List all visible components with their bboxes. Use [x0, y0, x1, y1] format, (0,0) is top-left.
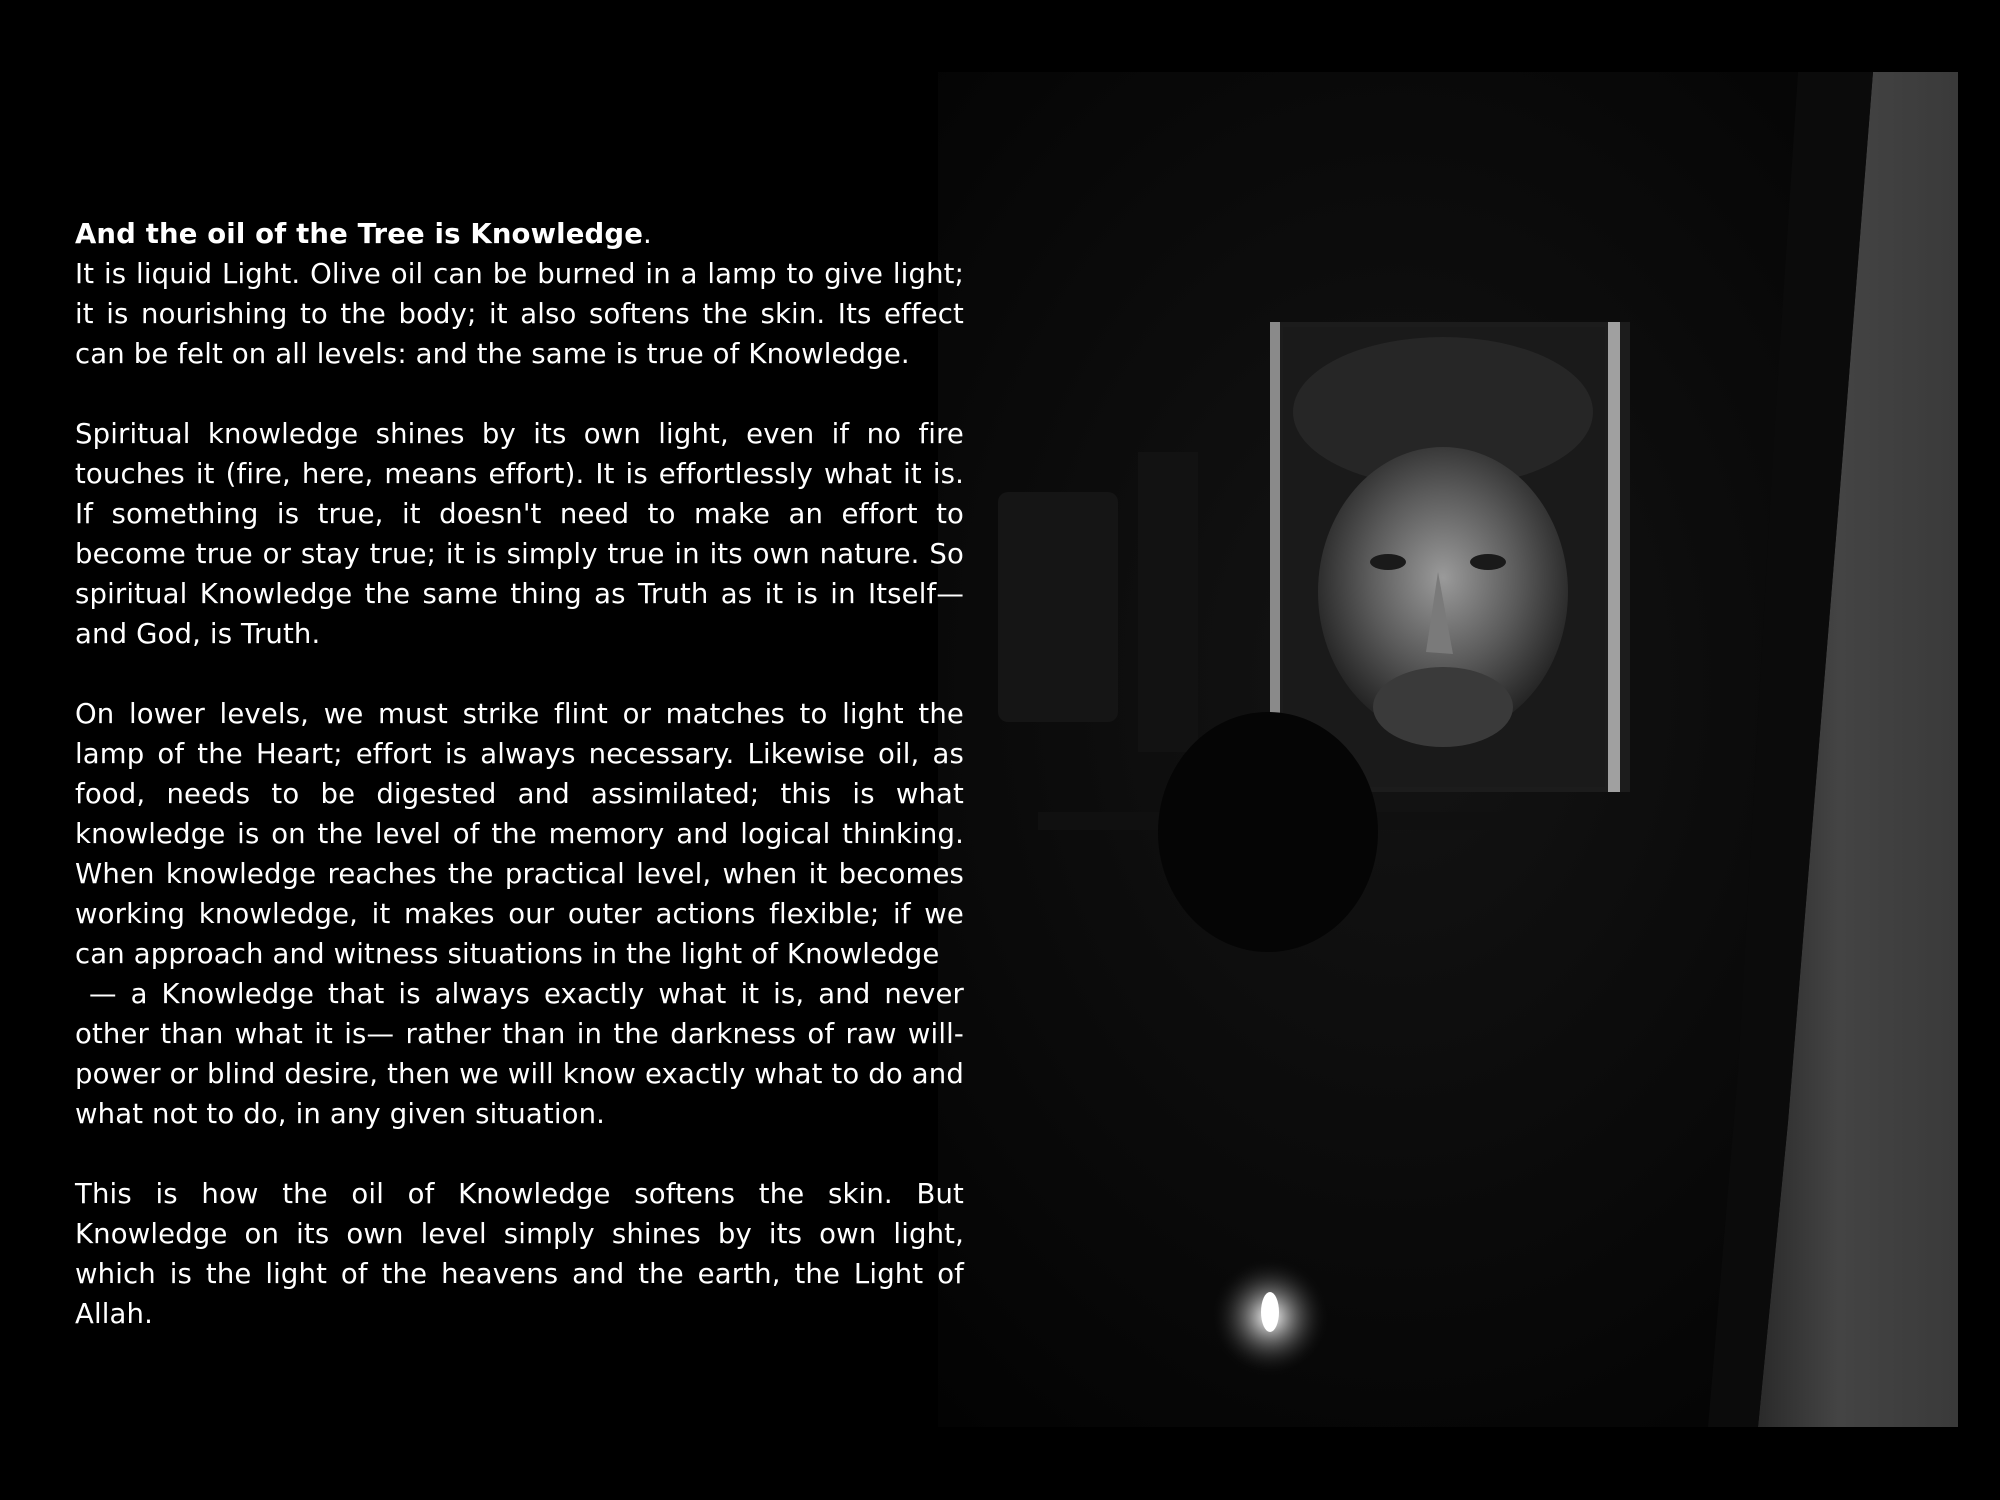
paragraph-3-continuation: — a Knowledge that is always exactly what it is, and never other than what it is— rather than in the darkness of raw will-power or blind desire, then we will know exactly what to do and what not to do, in any given situation. [75, 978, 964, 1130]
heading-line [75, 214, 964, 254]
paragraph-1-text: It is liquid Light. Olive oil can be burned in a lamp to give light; it is nourishing to the body; it also softens the skin. Its effect can be felt on all levels: and the same is true of Knowledge. [75, 258, 964, 370]
paragraph-2: Spiritual knowledge shines by its own light, even if no fire touches it (fire, here, means effort). It is effortlessly what it is. If something is true, it doesn't need to make an effort to become true or stay true; it is simply true in its own nature. So spiritual Knowledge the same thing as Truth as it is in Itself—and God, is Truth. [75, 418, 964, 650]
paragraph-3-text: On lower levels, we must strike flint or matches to light the lamp of the Heart; effort is always necessary. Likewise oil, as food, needs to be digested and assimilated; this is what knowledge is on the level of the memory and logical thinking. When knowledge reaches the practical level, when it becomes working knowledge, it makes our outer actions flexible; if we can approach and witness situations in the light of Knowledge [75, 698, 964, 970]
framed-portrait-with-candle-image [938, 72, 1958, 1427]
paragraph-1 [75, 214, 964, 374]
photograph [938, 72, 1958, 1427]
heading-period: . [643, 218, 652, 250]
paragraph-4: This is how the oil of Knowledge softens the skin. But Knowledge on its own level simply shines by its own light, which is the light of the heavens and the earth, the Light of Allah. [75, 1178, 964, 1330]
paragraph-3 [75, 694, 964, 974]
heading-bold: And the oil of the Tree is Knowledge [75, 218, 643, 250]
text-column [75, 214, 964, 1334]
